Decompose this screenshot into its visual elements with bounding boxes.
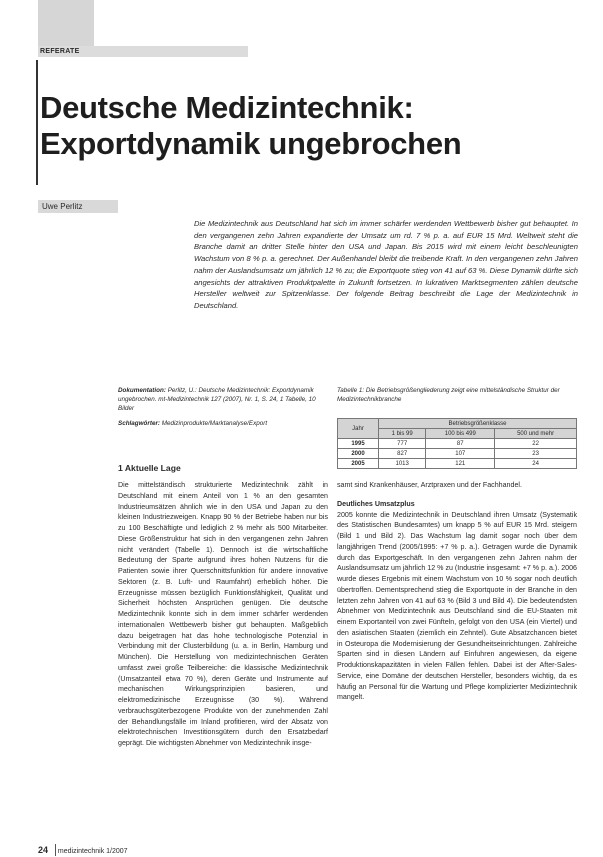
title-line-2: Exportdynamik ungebrochen: [40, 126, 462, 161]
documentation-block: [118, 386, 328, 434]
body-paragraph: Die mittelständisch strukturierte Medizintechnik zählt in Deutschland mit einem Anteil von 1 % an den gesamten Industrieumsätzen ähnlich wie in den USA und Japan zu den kleinen Industriezweigen. Knapp 90 % der Betriebe haben nur bis zu 100 Beschäftigte und lediglich 2 % mehr als 500 Mitarbeiter. Diese Größenstruktur hat sich in den vergangenen zehn Jahren nicht verändert (Tabelle 1). Dennoch ist die wirtschaftliche Bedeutung der Sparte aufgrund ihres hohen Nutzens für die Patienten sowie ihrer Querschnittsfunktion für andere innovative Sektoren (z. B. Luft- und Raumfahrt) erheblich höher. Die Erzeugnisse müssen bezüglich Funktionsfähigkeit, Qualität und Sicherheit höchsten Ansprüchen genügen. Die deutsche Medizintechnik konnte sich in dem immer schärfer werdenden internationalen Wettbewerb bisher gut behaupten. Maßgeblich dazu beigetragen hat das hohe technologische Potenzial in Verbindung mit der Clusterbildung (u. a. in Berlin, Hamburg und München). Die Herstellung von medizintechnischen Geräten umfasst zwei große Teilbereiche: die klassische Medizintechnik (Umsatzanteil etwa 70 %), deren Geräte und Instrumente auf mechanischen Wirkungsprinzipien basieren, und elektromedizinische Erzeugnisse (30 %). Während verbrauchsgüterbezogene Produkte von der zunehmenden Zahl der Behandlungsfälle im Inland profitieren, wird der Absatz von elektrotechnischen Investitionsgütern durch den Ersatzbedarf geprägt. Die wichtigsten Abnehmer von Medizintechnik insge-: [118, 481, 328, 747]
table-cell: 121: [426, 459, 495, 469]
documentation-label: Dokumentation:: [118, 387, 166, 394]
size-class-table: [337, 418, 577, 469]
table-cell: 107: [426, 449, 495, 459]
table-cell: 1013: [379, 459, 426, 469]
table-col-header: 100 bis 499: [426, 429, 495, 439]
table-cell-year: 2005: [338, 459, 379, 469]
table-caption: Tabelle 1: Die Betriebsgrößengliederung zeigt eine mittelständische Struktur der Medizintechnikbranche: [337, 387, 560, 403]
table-cell: 87: [426, 439, 495, 449]
table-cell-year: 2000: [338, 449, 379, 459]
article-title: [40, 90, 461, 162]
table-cell: 22: [495, 439, 577, 449]
body-paragraph: 2005 konnte die Medizintechnik in Deutschland ihren Umsatz (Systematik des Statistischen Bundesamtes) um knapp 5 % auf EUR 15 Mrd. steigern (Bild 1 und Bild 2). Das Wachstum lag damit sogar noch über dem langjährigen Trend (2005/1995: +7 % p. a.). Getragen wurde die Dynamik durch das Exportgeschäft. In den vergangenen zehn Jahren nahm der Auslandsumsatz um jährlich 12 % zu (Industrie insgesamt: +7 % p. a.). 2006 wurde dieses Ergebnis mit einem Wachstum von 10 % sogar noch deutlich übertroffen. Dementsprechend stieg die Exportquote in der Branche in den letzten zehn Jahren von 41 auf 63 % (Bild 3 und Bild 4). Die bedeutendsten Abnehmer von Medizintechnik aus Deutschland sind die EU-Staaten mit einem Exportanteil von zwei Fünfteln, gefolgt von den USA (ein Viertel) und den asiatischen Staaten (ziemlich ein Zehntel). Gute Absatzchancen bietet in Osteuropa die Modernisierung der Gesundheitseinrichtungen. Zahlreiche Sparten sind in diesen Ländern auf Einfuhren angewiesen, da eigene Produktionskapazitäten in vielen Fällen fehlen. Dabei ist der After-Sales-Service, eine Domäne der deutschen Hersteller, besonders wichtig, da es häufig an Personal für die Wartung und Pflege komplizierter Medizintechnik mangelt.: [337, 510, 577, 702]
table-cell: 827: [379, 449, 426, 459]
abstract: [194, 218, 578, 312]
abstract-text: Die Medizintechnik aus Deutschland hat sich im immer schärfer werdenden Wettbewerb bisher gut behauptet. In den vergangenen zehn Jahren expandierte der Umsatz um rd. 7 % p. a. auf EUR 15 Mrd. Weltweit steht die Branche damit an dritter Stelle hinter den USA und Japan. Bis 2015 wird mit einem leicht beschleunigten Wachstum von 8 % p. a. gerechnet. Der Außenhandel bleibt die treibende Kraft. In den vergangenen zehn Jahren nahm der Auslandsumsatz um jährlich 12 % zu; die Exportquote stieg von 41 auf 63 %. Diese Dynamik dürfte sich angesichts der attraktiven Produktpalette in Zukunft fortsetzen. In lukrativen Marktsegmenten zählen deutsche Hersteller weltweit zur Spitzenklasse. Der folgende Beitrag beschreibt die Lage der Medizintechnik in Deutschland.: [194, 219, 578, 310]
section-heading: 1 Aktuelle Lage: [118, 463, 181, 473]
table-header-row: [338, 419, 577, 429]
table-cell: 24: [495, 459, 577, 469]
rubric-label: REFERATE: [40, 48, 80, 55]
header-color-block: [38, 0, 94, 46]
table-cell: 777: [379, 439, 426, 449]
body-column-left: [118, 480, 328, 749]
table-header-year: Jahr: [338, 419, 379, 439]
table-col-header: 500 und mehr: [495, 429, 577, 439]
body-paragraph: samt sind Krankenhäuser, Arztpraxen und der Fachhandel.: [337, 481, 522, 489]
page-number: 24: [38, 845, 49, 855]
subsection-heading: Deutliches Umsatzplus: [337, 499, 415, 508]
table-row: [338, 459, 577, 469]
table-col-header: 1 bis 99: [379, 429, 426, 439]
body-column-right: [337, 480, 577, 703]
table-row: [338, 449, 577, 459]
table-header-group: Betriebsgrößenklasse: [379, 419, 577, 429]
title-rule: [36, 60, 38, 185]
table-row: [338, 439, 577, 449]
journal-name: medizintechnik 1/2007: [57, 848, 128, 855]
page-footer: [38, 845, 128, 857]
table-cell-year: 1995: [338, 439, 379, 449]
author-name: Uwe Perlitz: [42, 202, 83, 211]
keywords-label: Schlagwörter:: [118, 420, 160, 427]
title-line-1: Deutsche Medizintechnik:: [40, 90, 414, 125]
documentation-text: Perlitz, U.: Deutsche Medizintechnik: Exportdynamik ungebrochen. mt-Medizintechnik 127 (2007), Nr. 1, S. 24, 1 Tabelle, 10 Bilder: [118, 387, 316, 412]
keywords-text: Medizinprodukte/Marktanalyse/Export: [161, 420, 268, 427]
table-cell: 23: [495, 449, 577, 459]
